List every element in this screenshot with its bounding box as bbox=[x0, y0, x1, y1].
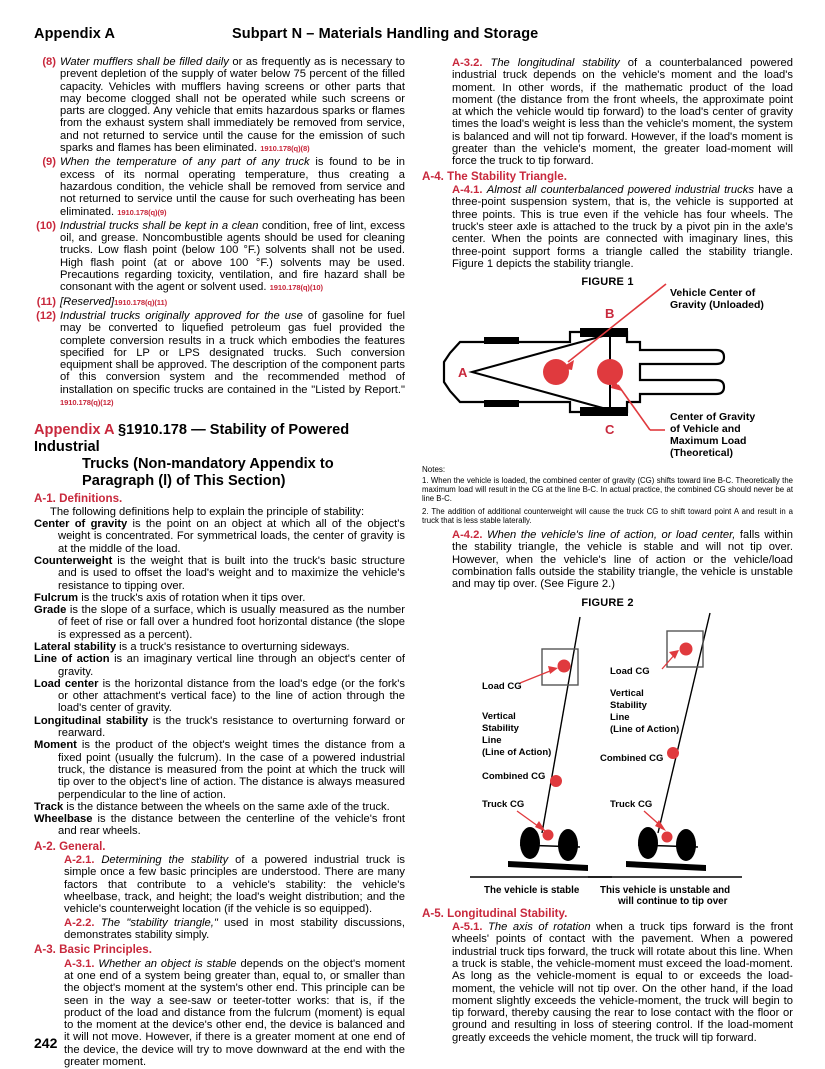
figure1-title: FIGURE 1 bbox=[581, 276, 634, 289]
list-item-text: or as frequently as is necessary to prevent depletion of the supply of water below 75 percent of the filled capacity. Vehicles with mufflers having screens or other parts that may become clogged shall not be operated while such screens or parts are clogged. Any vehicle that emits hazardous sparks or flames from the exhaust system shall immediately be removed from service, and not returned to service until the cause for the emission of such sparks and flames has been eliminated. bbox=[60, 56, 405, 155]
running-head bbox=[34, 26, 791, 46]
list-item-italic-lead: Water mufflers shall be filled daily bbox=[60, 56, 229, 68]
load-cg-label-left: Load CG bbox=[482, 680, 522, 692]
appendix-label: Appendix A bbox=[34, 422, 114, 439]
section-heading-a3: A-3. Basic Principles. bbox=[34, 943, 152, 957]
vsl-label-right-2: Stability bbox=[610, 699, 647, 711]
load-cg-dot-left bbox=[558, 659, 571, 672]
wheel-left-front bbox=[558, 829, 578, 861]
combined-cg-label-line1: Center of Gravity bbox=[670, 411, 756, 424]
definition-term: Track bbox=[34, 800, 64, 813]
figure2-caption-right-1: This vehicle is unstable and bbox=[600, 884, 731, 896]
running-head-left: Appendix A bbox=[34, 26, 116, 42]
subsection-a4-2 bbox=[422, 529, 793, 590]
combined-cg-dot-left bbox=[550, 775, 562, 787]
figure1-diagram bbox=[422, 287, 793, 465]
vsl-label-left-3: Line bbox=[482, 734, 502, 746]
tilt-base-right bbox=[626, 861, 706, 871]
list-item bbox=[34, 220, 405, 295]
note-1: 1. When the vehicle is loaded, the combined center of gravity (CG) shifts toward line B-C. Theoretically the maximum load will result in the CG at the line B-C. In actual practice, the combined CG should never be at line B-C. bbox=[422, 476, 793, 504]
list-item-number: (8) bbox=[42, 56, 56, 68]
subsection-a3-2 bbox=[422, 57, 793, 168]
definition-item bbox=[34, 592, 405, 604]
figure2-caption-right-2: will continue to tip over bbox=[618, 895, 728, 907]
list-item-italic-lead: [Reserved] bbox=[60, 295, 115, 308]
truck-cg-label-right: Truck CG bbox=[610, 798, 653, 810]
list-item-number: (11) bbox=[36, 295, 56, 308]
truck-cg-label-left: Truck CG bbox=[482, 798, 525, 810]
section-heading-a1: A-1. Definitions. bbox=[34, 492, 123, 506]
vsl-label-right-3: Line bbox=[610, 711, 630, 723]
subsection-text: falls within the stability triangle, the vehicle is stable and will not tip over. However, when the vehicle's line of action or the vehicle/load combination falls outside the stability triangle, the vehicle is unstable and may tip over. (See Figure 2.) bbox=[452, 529, 794, 591]
load-cg-label-right: Load CG bbox=[610, 665, 650, 677]
definition-text: is the slope of a surface, which is usually measured as the number of feet of rise or fall over a hundred foot horizontal distance (the slope is expressed as a percent). bbox=[58, 604, 405, 641]
subsection-a3-1 bbox=[34, 958, 405, 1069]
citation: 1910.178(q)(9) bbox=[117, 207, 167, 217]
subsection-italic-lead: Whether an object is stable bbox=[98, 957, 237, 970]
definition-term: Longitudinal stability bbox=[34, 714, 149, 727]
definition-term: Line of action bbox=[34, 653, 110, 666]
list-item-italic-lead: Industrial trucks shall be kept in a clean bbox=[60, 219, 259, 232]
tilt-base-left bbox=[508, 861, 588, 871]
citation: 1910.178(q)(10) bbox=[269, 283, 323, 293]
definition-text: is the point on an object at which all of the object's weight is concentrated. For symmetrical loads, the center of gravity is at the middle of the load. bbox=[58, 518, 405, 555]
subsection-text: of a powered industrial truck is simple once a few basic principles are understood. There are many factors that contribute to a vehicle's stability: the vehicle's wheelbase, track, and height; the load's weight distribution; and the vehicle's counterweight location (if the vehicle is so equipped). bbox=[64, 854, 406, 916]
subsection-label: A-4.2. bbox=[452, 529, 483, 542]
note-2: 2. The addition of additional counterweight will cause the truck CG to shift toward point A and result in a truck that is less stable laterally. bbox=[422, 507, 793, 526]
definition-text: is an imaginary vertical line through an object's center of gravity. bbox=[58, 653, 405, 678]
wheel-right-rear bbox=[638, 827, 658, 859]
vehicle-cg-dot bbox=[543, 359, 569, 385]
vehicle-cg-label-line1: Vehicle Center of bbox=[670, 287, 756, 300]
section-heading-a4: A-4. The Stability Triangle. bbox=[422, 169, 567, 183]
definition-text: is the horizontal distance from the load's edge (or the fork's or other attachment's vertical face) to the line of action through the load's center of gravity. bbox=[58, 677, 405, 715]
figure2-left-panel bbox=[470, 617, 612, 896]
definition-term: Fulcrum bbox=[34, 591, 79, 604]
list-item bbox=[34, 310, 405, 409]
definition-term: Grade bbox=[34, 604, 67, 617]
subsection-italic-lead: Determining the stability bbox=[101, 854, 229, 867]
wheel-left-rear bbox=[520, 827, 540, 859]
load-cg-arrow-left bbox=[548, 666, 558, 674]
list-item-number: (10) bbox=[36, 219, 56, 232]
definition-term: Lateral stability bbox=[34, 640, 117, 653]
subsection-text: depends on the object's moment at one end of a system being greater than, equal to, or smaller than the object's moment at the system's other end. This principle can be seen in the way a see-saw or teeter-totter works: that is, if the product of the load and distance from the fulcrum (moment) is equal to the moment at the device's other end, the device is balanced and it will not move. However, if there is a greater moment at one end of the device, the device will try to move downward at the end with the greater moment. bbox=[64, 957, 406, 1068]
definition-item bbox=[34, 715, 405, 740]
figure1 bbox=[422, 287, 793, 465]
combined-cg-dot bbox=[597, 359, 623, 385]
list-item-number: (12) bbox=[36, 309, 56, 322]
subsection-label: A-5.1. bbox=[452, 921, 483, 934]
list-item-italic-lead: When the temperature of any part of any truck bbox=[60, 156, 310, 169]
figure2-title: FIGURE 2 bbox=[581, 596, 634, 609]
definition-term: Load center bbox=[34, 677, 99, 690]
figure2-right-panel bbox=[588, 613, 742, 907]
subsection-italic-lead: The longitudinal stability bbox=[490, 57, 620, 69]
definition-term: Moment bbox=[34, 739, 77, 752]
load-cg-dot-right bbox=[680, 642, 693, 655]
section-heading-a5: A-5. Longitudinal Stability. bbox=[422, 906, 568, 920]
list-item-body bbox=[60, 296, 405, 309]
citation: 1910.178(q)(8) bbox=[260, 144, 310, 154]
definition-item bbox=[34, 678, 405, 715]
right-column bbox=[422, 56, 793, 1068]
label-c: C bbox=[605, 422, 615, 438]
definition-text: is the weight that is built into the truck's basic structure and is used to offset the load's weight and to maximize the vehicle's resistance to tipping over. bbox=[58, 554, 405, 592]
list-item-text: of gasoline for fuel may be converted to liquefied petroleum gas fuel provided the complete conversion results in a truck which embodies the features specified for LP or LPS designated trucks. Such conversion equipment shall be approved. The description of the component parts of this conversion system and the recommended method of installation on specific trucks are contained in the "Listed by Report." bbox=[60, 309, 405, 396]
subsection-a2-1 bbox=[34, 854, 405, 915]
subsection-a2-2 bbox=[34, 917, 405, 942]
label-b: B bbox=[605, 306, 615, 322]
rear-wheel-top bbox=[484, 337, 519, 344]
truck-cg-dot-left bbox=[543, 829, 554, 840]
combined-cg-label-line3: Maximum Load bbox=[670, 435, 747, 448]
subsection-label: A-2.1. bbox=[64, 854, 95, 867]
figure2 bbox=[422, 611, 793, 907]
list-item bbox=[34, 56, 405, 155]
definition-item bbox=[34, 801, 405, 813]
wheel-right-front bbox=[676, 829, 696, 861]
definition-text: is a truck's resistance to overturning sideways. bbox=[116, 640, 350, 653]
combined-cg-dot-right bbox=[667, 747, 679, 759]
appendix-title-line1: §1910.178 — Stability of Powered Industrial bbox=[34, 422, 350, 456]
definition-item bbox=[34, 604, 405, 641]
list-item-body bbox=[60, 156, 405, 218]
vsl-label-left-1: Vertical bbox=[482, 710, 516, 722]
combined-cg-label-left: Combined CG bbox=[482, 770, 546, 782]
subsection-label: A-2.2. bbox=[64, 916, 95, 929]
subsection-text: have a three-point suspension system, that is, the vehicle is supported at three points. This is true even if the vehicle has four wheels. The truck's steer axle is attached to the truck by a pivot pin in the axle's center. When the points are connected with imaginary lines, this three-point support forms a triangle called the stability triangle. Figure 1 depicts the stability triangle. bbox=[452, 184, 794, 270]
citation: 1910.178(q)(12) bbox=[60, 398, 114, 408]
list-item-number: (9) bbox=[42, 156, 56, 169]
definition-text: is the distance between the wheels on the same axle of the truck. bbox=[63, 800, 390, 813]
appendix-title-line3: Paragraph (l) of This Section) bbox=[82, 473, 286, 490]
subsection-text: of a counterbalanced powered industrial truck depends on the vehicle's moment and the load's moment. In other words, if the mathematic product of the load moment (the distance from the front wheels, the approximate point at which the vehicle would tip forward) to the load's center of gravity times the load's weight is less than the vehicle's moment, the system is balanced and will not tip forward. However, if the load's moment is greater than the vehicle's moment, the greater load-moment will force the truck to tip forward. bbox=[452, 57, 794, 168]
vsl-label-right-4: (Line of Action) bbox=[610, 723, 680, 735]
list-item-body bbox=[60, 56, 405, 155]
vehicle-cg-label-line2: Gravity (Unloaded) bbox=[670, 299, 764, 312]
list-item-text: is found to be in excess of its normal operating temperature, thus creating a hazardous condition, the vehicle shall be removed from service and not returned to service until the cause for such overheating has been eliminated. bbox=[60, 156, 405, 218]
list-item-italic-lead: Industrial trucks originally approved for the use bbox=[60, 309, 303, 322]
definition-item bbox=[34, 653, 405, 678]
definition-item bbox=[34, 813, 405, 838]
definition-text: is the truck's axis of rotation when it tips over. bbox=[78, 591, 306, 604]
list-item-body bbox=[60, 310, 405, 409]
combined-cg-label-line4: (Theoretical) bbox=[670, 447, 734, 460]
subsection-a4-1 bbox=[422, 184, 793, 270]
list-item-text: condition, free of lint, excess oil, and grease. Noncombustible agents should be used for cleaning trucks. Low flash point (below 100 °F.) solvents shall not be used. High flash point (at or above 100 °F.) solvents may be used. Precautions regarding toxicity, ventilation, and fire hazard shall be consonant with the agent or solvent used. bbox=[60, 219, 405, 294]
subsection-label: A-4.1. bbox=[452, 184, 483, 197]
subsection-label: A-3.2. bbox=[452, 57, 483, 69]
combined-cg-label-line2: of Vehicle and bbox=[670, 423, 741, 436]
subsection-italic-lead: Almost all counterbalanced powered industrial trucks bbox=[486, 184, 754, 197]
subsection-label: A-3.1. bbox=[64, 957, 95, 970]
definition-text: is the product of the object's weight times the distance from a fixed point (usually the fulcrum). In the case of a powered industrial truck, the distance is measured from the point at which the truck will tip over to the object's line of action. The distance is always measured perpendicular to the line of action. bbox=[58, 739, 405, 801]
definition-text: is the truck's resistance to overturning forward or rearward. bbox=[58, 714, 405, 740]
running-head-center: Subpart N – Materials Handling and Storage bbox=[232, 26, 539, 42]
label-a: A bbox=[458, 365, 468, 381]
subsection-a5-1 bbox=[422, 921, 793, 1044]
citation: 1910.178(q)(11) bbox=[114, 297, 168, 307]
figure1-notes bbox=[422, 465, 793, 525]
definition-item bbox=[34, 739, 405, 800]
subsection-italic-lead: The axis of rotation bbox=[488, 921, 591, 934]
list-item-body bbox=[60, 220, 405, 295]
combined-cg-label-right: Combined CG bbox=[600, 752, 664, 764]
subsection-italic-lead: When the vehicle's line of action, or load center, bbox=[487, 529, 736, 542]
definition-item bbox=[34, 555, 405, 592]
list-item bbox=[34, 156, 405, 218]
vsl-label-left-4: (Line of Action) bbox=[482, 746, 552, 758]
load-cg-arrow-right bbox=[669, 650, 679, 659]
rear-wheel-bottom bbox=[484, 400, 519, 407]
subsection-text: when a truck tips forward is the front wheels' points of contact with the pavement. When a powered industrial truck tips forward, the truck will rotate about this line. When a truck is stable, the vehicle-moment must exceed the load-moment. As long as the vehicle-moment is equal to or exceeds the load-moment, the vehicle will not tip over. On the other hand, if the load moment slightly exceeds the vehicle-moment, the truck will begin to tip forward, thereby causing the rear to lose contact with the floor or ground and resulting in loss of steering control. If the load-moment greatly exceeds the vehicle moment, the truck will tip forward. bbox=[452, 921, 794, 1044]
figure2-diagram bbox=[422, 611, 793, 907]
definition-text: is the distance between the centerline of the vehicle's front and rear wheels. bbox=[58, 813, 405, 838]
notes-heading: Notes: bbox=[422, 465, 446, 475]
truck-cg-dot-right bbox=[662, 831, 673, 842]
subsection-italic-lead: The "stability triangle," bbox=[100, 916, 218, 929]
definition-item bbox=[34, 518, 405, 555]
list-item bbox=[34, 296, 405, 309]
section-heading-a2: A-2. General. bbox=[34, 839, 106, 853]
left-column bbox=[34, 56, 405, 1068]
column-container bbox=[34, 56, 794, 1068]
definition-term: Wheelbase bbox=[34, 813, 93, 826]
figure2-caption-left: The vehicle is stable bbox=[484, 884, 580, 896]
page-number: 242 bbox=[34, 1035, 58, 1051]
appendix-heading bbox=[34, 422, 405, 490]
vsl-label-left-2: Stability bbox=[482, 722, 519, 734]
vsl-label-right-1: Vertical bbox=[610, 687, 644, 699]
definition-term: Counterweight bbox=[34, 554, 113, 567]
a1-intro: The following definitions help to explain the principle of stability: bbox=[50, 505, 365, 518]
definition-term: Center of gravity bbox=[34, 518, 128, 531]
subsection-text: used in most stability discussions, demonstrates stability simply. bbox=[64, 916, 405, 941]
appendix-title-line2: Trucks (Non-mandatory Appendix to bbox=[82, 456, 334, 473]
definition-item bbox=[34, 641, 405, 653]
